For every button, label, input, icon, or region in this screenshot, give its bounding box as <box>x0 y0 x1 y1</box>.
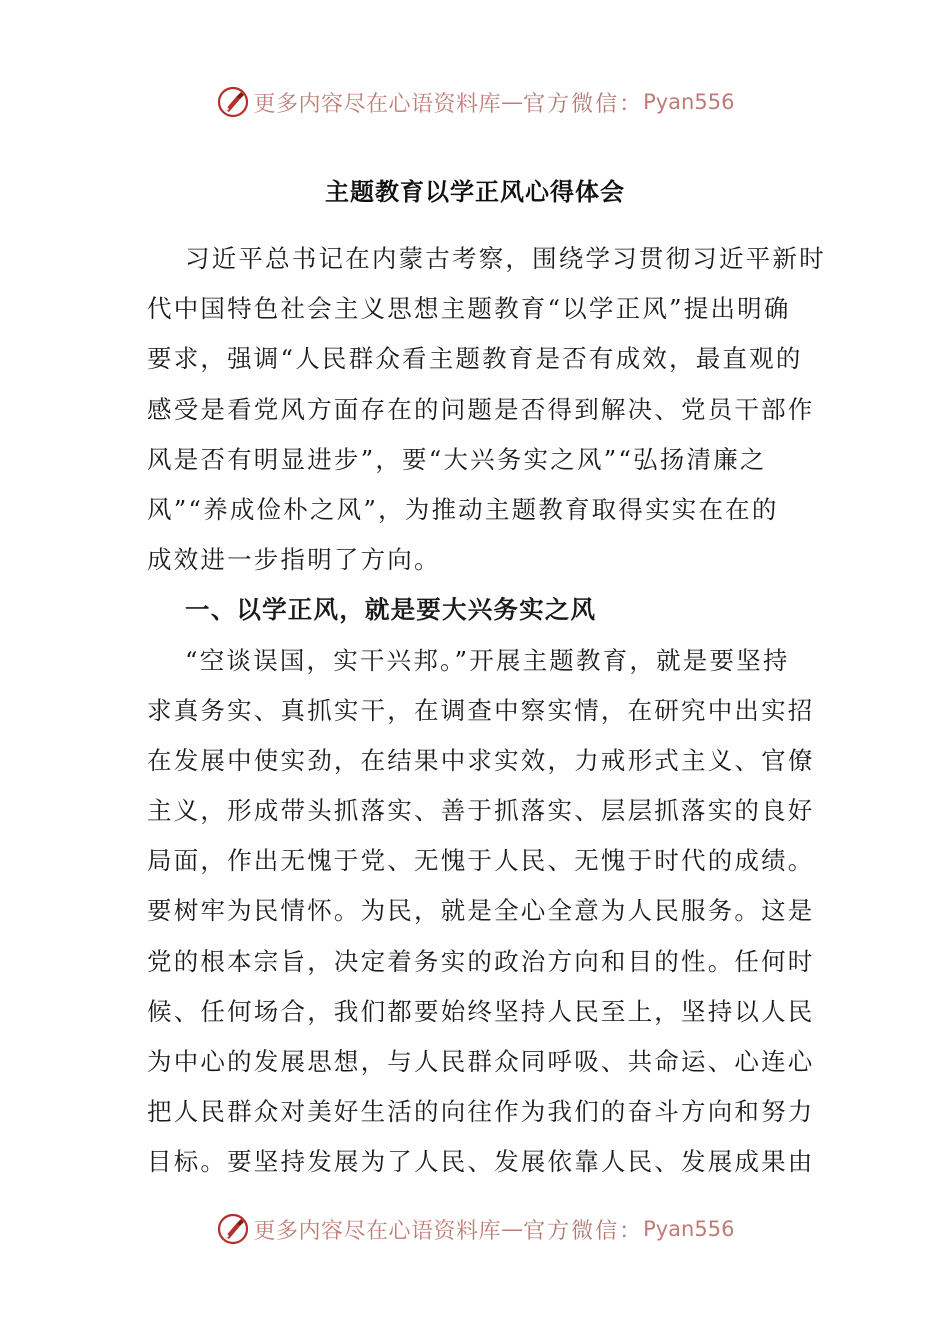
body-line: 风是否有明显进步”，要“大兴务实之风”“弘扬清廉之 <box>147 444 767 474</box>
watermark-official-label: 官方微信： <box>523 1218 644 1244</box>
section-heading: 一、以学正风，就是要大兴务实之风 <box>185 595 597 625</box>
pen-nib-logo-icon <box>216 85 250 119</box>
footer-watermark <box>0 1209 950 1249</box>
body-line: 习近平总书记在内蒙古考察，围绕学习贯彻习近平新时 <box>185 244 826 273</box>
body-line: 求真务实、真抓实干，在调查中察实情，在研究中出实招 <box>147 695 815 725</box>
watermark-wechat-id: Pyan556 <box>643 90 735 114</box>
body-line: 风”“养成俭朴之风”，为推动主题教育取得实实在在的 <box>147 494 779 524</box>
watermark-text: 更多内容尽在心语资料库 <box>253 91 502 117</box>
body-line: 感受是看党风方面存在的问题是否得到解决、党员干部作 <box>147 394 815 424</box>
body-line: 候、任何场合，我们都要始终坚持人民至上，坚持以人民 <box>147 996 815 1026</box>
header-watermark <box>0 82 950 122</box>
watermark-wechat-id: Pyan556 <box>643 1217 735 1241</box>
body-line: 党的根本宗旨，决定着务实的政治方向和目的性。任何时 <box>147 946 815 976</box>
body-line: 主义，形成带头抓落实、善于抓落实、层层抓落实的良好 <box>147 796 815 826</box>
body-line: 把人民群众对美好生活的向往作为我们的奋斗方向和努力 <box>147 1097 815 1127</box>
body-line: 要求，强调“人民群众看主题教育是否有成效，最直观的 <box>147 344 803 374</box>
body-line: 目标。要坚持发展为了人民、发展依靠人民、发展成果由 <box>147 1147 815 1177</box>
body-line: “空谈误国，实干兴邦。”开展主题教育，就是要坚持 <box>185 645 790 675</box>
body-line: 为中心的发展思想，与人民群众同呼吸、共命运、心连心 <box>147 1047 815 1076</box>
body-line: 在发展中使实劲，在结果中求实效，力戒形式主义、官僚 <box>147 745 815 775</box>
watermark-dash: — <box>501 89 524 115</box>
body-line: 成效进一步指明了方向。 <box>147 545 441 575</box>
watermark-text: 更多内容尽在心语资料库 <box>253 1218 502 1244</box>
watermark-dash: — <box>501 1216 524 1242</box>
body-line: 局面，作出无愧于党、无愧于人民、无愧于时代的成绩。 <box>147 846 815 876</box>
document-body <box>147 234 826 1188</box>
document-title: 主题教育以学正风心得体会 <box>325 177 625 206</box>
pen-nib-logo-icon <box>216 1212 250 1246</box>
body-line: 代中国特色社会主义思想主题教育“以学正风”提出明确 <box>147 294 791 324</box>
watermark-official-label: 官方微信： <box>523 91 644 117</box>
body-line: 要树牢为民情怀。为民，就是全心全意为人民服务。这是 <box>147 896 815 926</box>
